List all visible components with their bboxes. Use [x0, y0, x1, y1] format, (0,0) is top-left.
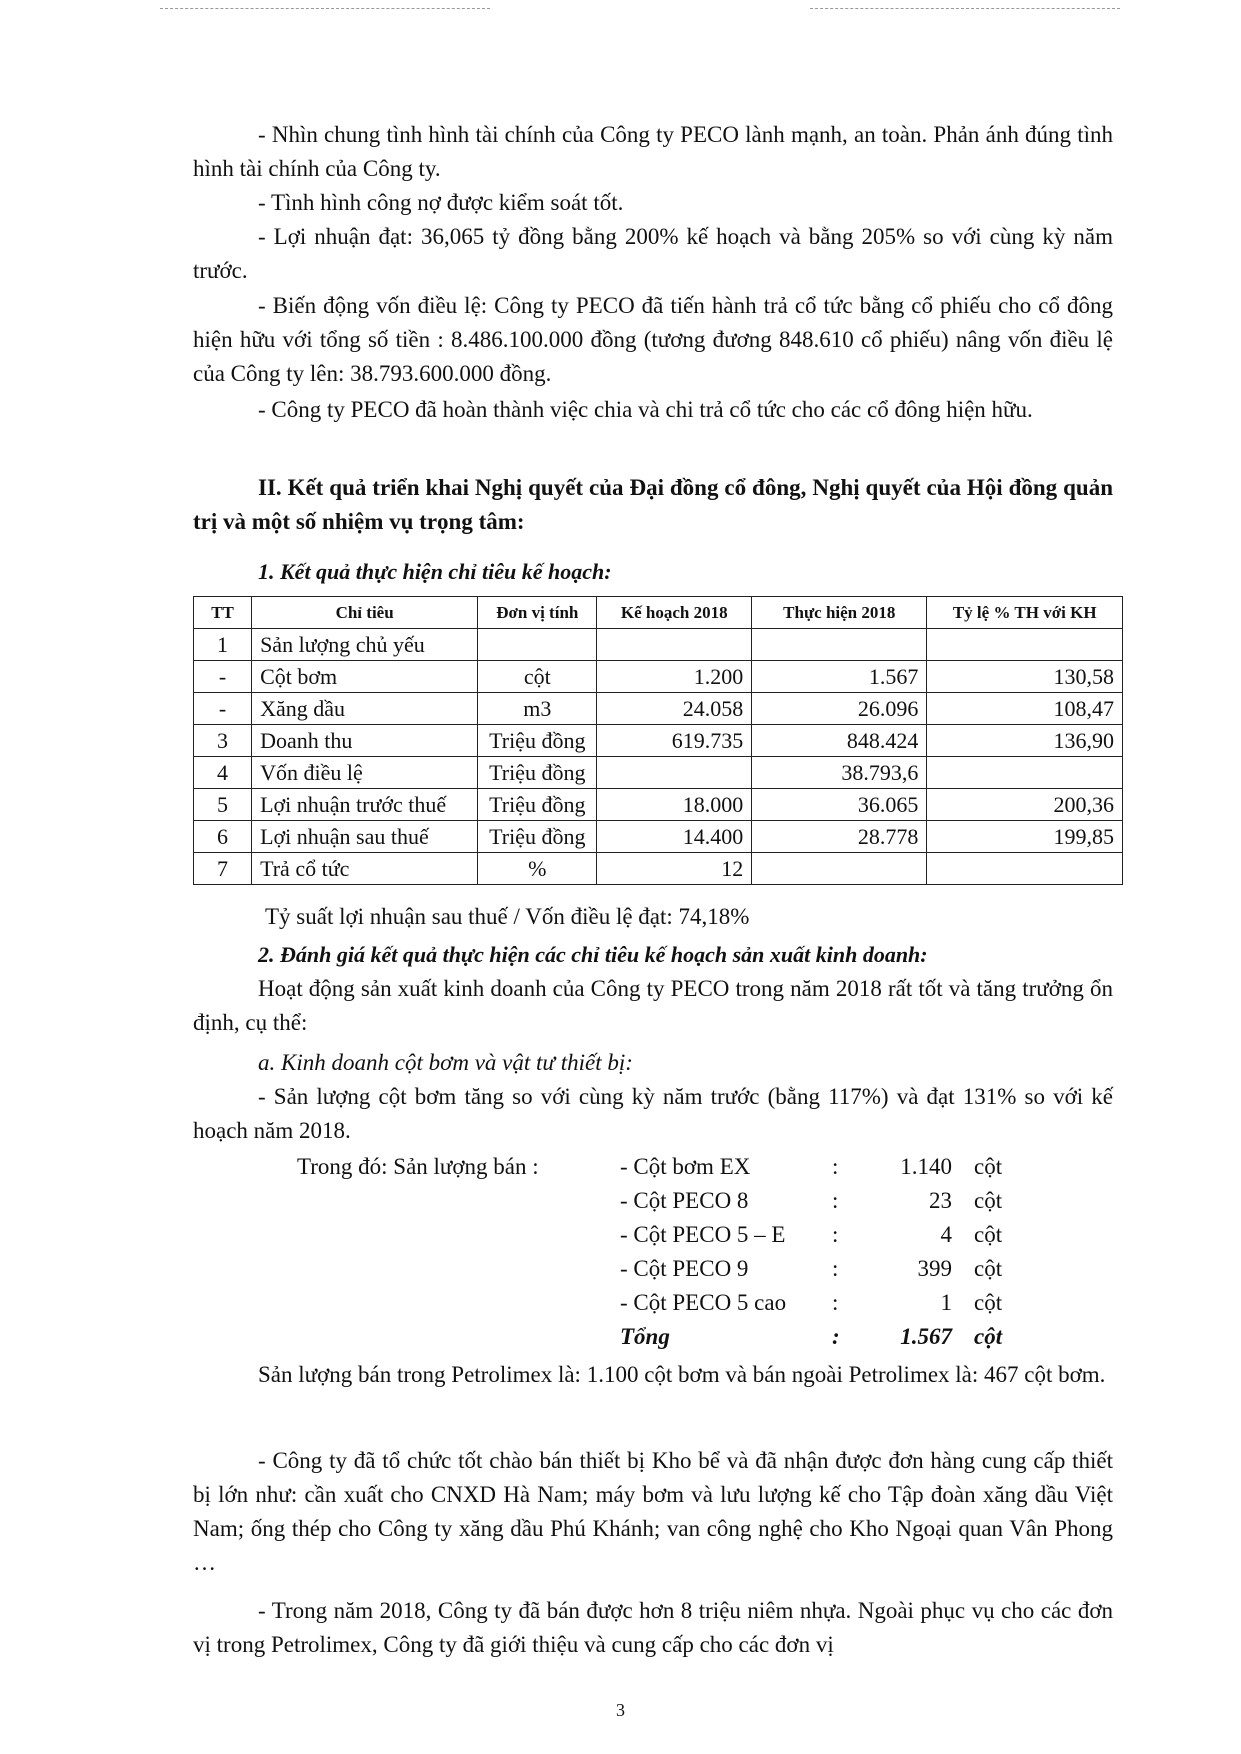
cell-tt: 1 — [194, 629, 252, 661]
cell-tt: - — [194, 693, 252, 725]
sales-item-qty: 1.140 — [900, 1154, 952, 1179]
sales-item-qty: 23 — [929, 1188, 952, 1213]
cell-ratio: 108,47 — [927, 693, 1123, 725]
sales-colon: : — [832, 1256, 839, 1281]
sales-item-name: - Cột PECO 5 cao — [620, 1290, 787, 1315]
cell-ratio: 199,85 — [927, 821, 1123, 853]
cell-actual: 1.567 — [752, 661, 927, 693]
subsection-heading-plan: 1. Kết quả thực hiện chỉ tiêu kế hoạch: — [258, 559, 612, 584]
cell-plan: 18.000 — [597, 789, 752, 821]
cell-plan: 14.400 — [597, 821, 752, 853]
cell-indicator: Xăng dầu — [252, 693, 478, 725]
table-row — [194, 693, 1123, 725]
plan-results-table — [193, 596, 1123, 885]
cell-plan: 24.058 — [597, 693, 752, 725]
cell-plan: 12 — [597, 853, 752, 885]
scan-artifact — [810, 8, 1120, 9]
cell-indicator: Lợi nhuận sau thuế — [252, 821, 478, 853]
cell-tt: 4 — [194, 757, 252, 789]
paragraph-dividend: - Công ty PECO đã hoàn thành việc chia và chi trả cổ tức cho các cổ đông hiện hữu. — [258, 397, 1033, 422]
subsection-heading-evaluation: 2. Đánh giá kết quả thực hiện các chỉ tiêu kế hoạch sản xuất kinh doanh: — [258, 942, 928, 967]
sales-item-name: - Cột PECO 9 — [620, 1256, 749, 1281]
sales-row — [620, 1184, 1034, 1218]
sales-item-unit: cột — [974, 1154, 1003, 1179]
sales-colon: : — [832, 1222, 839, 1247]
paragraph-charter-capital: - Biến động vốn điều lệ: Công ty PECO đã tiến hành trả cổ tức bằng cổ phiếu cho cổ đông hiện hữu với tổng số tiền : 8.486.100.000 đồng (tương đương 848.610 cổ phiếu) nâng vốn điều lệ của Công ty lên: 38.793.600.000 đồng. — [193, 293, 1113, 386]
cell-plan — [597, 629, 752, 661]
sales-item-unit: cột — [974, 1188, 1003, 1213]
cell-actual: 26.096 — [752, 693, 927, 725]
cell-ratio: 136,90 — [927, 725, 1123, 757]
profit-ratio-text: Tỷ suất lợi nhuận sau thuế / Vốn điều lệ đạt: 74,18% — [265, 904, 750, 929]
sales-total-label: Tổng — [620, 1324, 670, 1349]
paragraph-business-activity: Hoạt động sản xuất kinh doanh của Công ty PECO trong năm 2018 rất tốt và tăng trưởng ổn định, cụ thể: — [193, 976, 1113, 1035]
sales-label: Trong đó: Sản lượng bán : — [297, 1154, 539, 1179]
cell-plan: 619.735 — [597, 725, 752, 757]
cell-plan: 1.200 — [597, 661, 752, 693]
table-row — [194, 629, 1123, 661]
sales-row — [620, 1286, 1034, 1320]
table-row — [194, 821, 1123, 853]
sales-item-name: - Cột bơm EX — [620, 1154, 751, 1179]
sales-row — [620, 1218, 1034, 1252]
cell-unit: m3 — [478, 693, 597, 725]
sales-colon: : — [832, 1324, 840, 1349]
sales-item-name: - Cột PECO 5 – E — [620, 1222, 786, 1247]
cell-actual: 28.778 — [752, 821, 927, 853]
col-header-ratio: Tỷ lệ % TH với KH — [927, 597, 1123, 629]
cell-unit: Triệu đồng — [478, 757, 597, 789]
cell-actual: 36.065 — [752, 789, 927, 821]
col-header-plan: Kế hoạch 2018 — [597, 597, 752, 629]
cell-tt: 6 — [194, 821, 252, 853]
paragraph-petrolimex-sales: Sản lượng bán trong Petrolimex là: 1.100 cột bơm và bán ngoài Petrolimex là: 467 cột bơm. — [258, 1362, 1106, 1387]
cell-unit: Triệu đồng — [478, 725, 597, 757]
table-row — [194, 853, 1123, 885]
cell-unit: Triệu đồng — [478, 789, 597, 821]
sales-breakdown — [620, 1150, 1034, 1354]
cell-indicator: Trả cổ tức — [252, 853, 478, 885]
scan-artifact — [160, 8, 490, 9]
cell-indicator: Cột bơm — [252, 661, 478, 693]
cell-ratio — [927, 853, 1123, 885]
sales-colon: : — [832, 1154, 839, 1179]
page-number: 3 — [616, 1700, 625, 1720]
table-row — [194, 661, 1123, 693]
cell-ratio: 130,58 — [927, 661, 1123, 693]
col-header-tt: TT — [194, 597, 252, 629]
col-header-indicator: Chỉ tiêu — [252, 597, 478, 629]
sales-row — [620, 1252, 1034, 1286]
sales-item-qty: 4 — [940, 1222, 952, 1247]
sales-item-qty: 1 — [940, 1290, 952, 1315]
sales-total-row — [620, 1320, 1034, 1354]
cell-actual — [752, 629, 927, 661]
table-row — [194, 757, 1123, 789]
cell-unit: Triệu đồng — [478, 821, 597, 853]
table-row — [194, 789, 1123, 821]
cell-indicator: Lợi nhuận trước thuế — [252, 789, 478, 821]
sales-total-qty: 1.567 — [900, 1324, 952, 1349]
sales-colon: : — [832, 1188, 839, 1213]
paragraph-pump-output: - Sản lượng cột bơm tăng so với cùng kỳ năm trước (bằng 117%) và đạt 131% so với kế hoạch năm 2018. — [193, 1084, 1113, 1143]
paragraph-financial-health: - Nhìn chung tình hình tài chính của Công ty PECO lành mạnh, an toàn. Phản ánh đúng tình hình tài chính của Công ty. — [193, 122, 1113, 181]
cell-unit: % — [478, 853, 597, 885]
sales-item-unit: cột — [974, 1222, 1003, 1247]
cell-indicator: Doanh thu — [252, 725, 478, 757]
cell-indicator: Sản lượng chủ yếu — [252, 629, 478, 661]
sales-item-name: - Cột PECO 8 — [620, 1188, 749, 1213]
col-header-unit: Đơn vị tính — [478, 597, 597, 629]
paragraph-equipment-orders: - Công ty đã tổ chức tốt chào bán thiết bị Kho bể và đã nhận được đơn hàng cung cấp thiết bị lớn như: cần xuất cho CNXD Hà Nam; máy bơm và lưu lượng kế cho Tập đoàn xăng dầu Việt Nam; ống thép cho Công ty xăng dầu Phú Khánh; van công nghệ cho Kho Ngoại quan Vân Phong … — [193, 1448, 1113, 1575]
paragraph-debt-control: - Tình hình công nợ được kiểm soát tốt. — [258, 190, 624, 215]
subsection-heading-a: a. Kinh doanh cột bơm và vật tư thiết bị: — [258, 1050, 633, 1075]
sales-item-qty: 399 — [917, 1256, 952, 1281]
cell-ratio — [927, 629, 1123, 661]
col-header-actual: Thực hiện 2018 — [752, 597, 927, 629]
cell-tt: - — [194, 661, 252, 693]
sales-total-unit: cột — [974, 1324, 1003, 1349]
cell-actual — [752, 853, 927, 885]
table-header-row — [194, 597, 1123, 629]
cell-tt: 3 — [194, 725, 252, 757]
cell-ratio: 200,36 — [927, 789, 1123, 821]
sales-colon: : — [832, 1290, 839, 1315]
table-row — [194, 725, 1123, 757]
sales-item-unit: cột — [974, 1290, 1003, 1315]
paragraph-seal-sales: - Trong năm 2018, Công ty đã bán được hơn 8 triệu niêm nhựa. Ngoài phục vụ cho các đơn vị trong Petrolimex, Công ty đã giới thiệu và cung cấp cho các đơn vị — [193, 1598, 1113, 1657]
cell-unit — [478, 629, 597, 661]
paragraph-profit: - Lợi nhuận đạt: 36,065 tỷ đồng bằng 200% kế hoạch và bằng 205% so với cùng kỳ năm trước. — [193, 224, 1113, 283]
cell-unit: cột — [478, 661, 597, 693]
cell-actual: 38.793,6 — [752, 757, 927, 789]
cell-tt: 7 — [194, 853, 252, 885]
cell-tt: 5 — [194, 789, 252, 821]
cell-plan — [597, 757, 752, 789]
cell-ratio — [927, 757, 1123, 789]
cell-actual: 848.424 — [752, 725, 927, 757]
section-heading: II. Kết quả triển khai Nghị quyết của Đại đồng cổ đông, Nghị quyết của Hội đồng quản trị và một số nhiệm vụ trọng tâm: — [193, 475, 1113, 534]
sales-row — [620, 1150, 1034, 1184]
cell-indicator: Vốn điều lệ — [252, 757, 478, 789]
sales-item-unit: cột — [974, 1256, 1003, 1281]
